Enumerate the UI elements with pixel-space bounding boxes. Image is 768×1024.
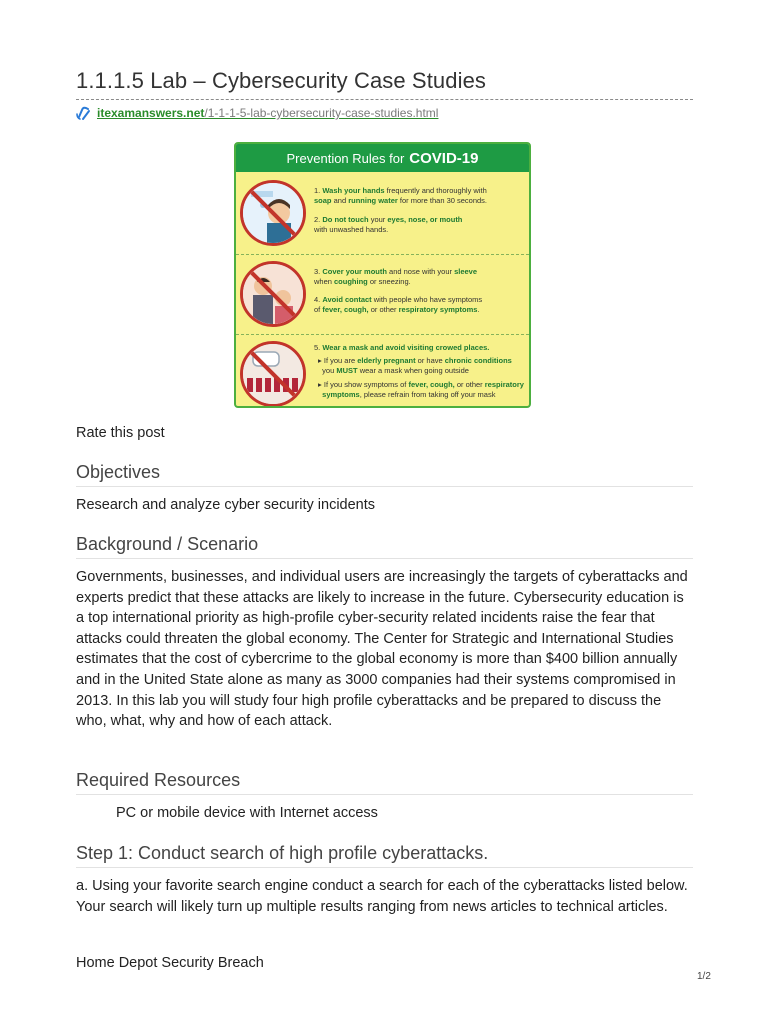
- source-path[interactable]: /1-1-1-5-lab-cybersecurity-case-studies.html: [204, 106, 439, 120]
- page-number: 1/2: [697, 971, 711, 982]
- rule-5: 5. Wear a mask and avoid visiting crowed places.: [314, 343, 490, 352]
- mask-crowd-illustration: [240, 341, 306, 407]
- objectives-text: Research and analyze cyber security incidents: [76, 497, 376, 513]
- background-text: Governments, businesses, and individual users are increasingly the targets of cyberattacks and experts predict that these attacks are likely to increase in the future. Cybersecurity education is a top international priority as high-profile cyber-security related incidents raise the fear that attacks could threaten the global economy. The Center for Strategic and International Studies estimates that the cost of cybercrime to the global economy is more than $400 billion annually and in the United State alone as many as 3000 companies had their systems compromised in 2013. In this lab you will study four high profile cyberattacks and be prepared to discuss the who, what, why and how of each attack.: [76, 569, 688, 730]
- rule-3: 3. Cover your mouth and nose with your sleeve when coughing or sneezing.: [314, 267, 478, 286]
- poster-header-brand: COVID-19: [409, 149, 479, 167]
- page-title: 1.1.1.5 Lab – Cybersecurity Case Studies: [76, 68, 487, 93]
- step1-text: a. Using your favorite search engine conduct a search for each of the cyberattacks listed below. Your search will likely turn up multiple results ranging from news articles to technical articles.: [76, 878, 688, 915]
- handwashing-illustration: [240, 180, 306, 246]
- resources-text: PC or mobile device with Internet access: [116, 805, 378, 821]
- poster-section-hands: [236, 174, 529, 254]
- source-url-link[interactable]: [97, 106, 438, 120]
- background-heading: Background / Scenario: [76, 534, 693, 559]
- rate-post-text[interactable]: Rate this post: [76, 425, 165, 441]
- rule-5-note-1: ▸ If you are elderly pregnant or have chronic conditions you MUST wear a mask when going outside: [318, 356, 512, 375]
- rule-2: 2. Do not touch your eyes, nose, or mouth with unwashed hands.: [314, 215, 463, 234]
- source-host[interactable]: itexamanswers.net: [97, 106, 205, 120]
- covid-prevention-poster: [234, 142, 531, 408]
- list-item-home-depot: Home Depot Security Breach: [76, 955, 264, 971]
- rule-1: 1. Wash your hands frequently and thoroughly with soap and running water for more than 30 seconds.: [314, 186, 488, 205]
- poster-section-mask: [236, 334, 529, 407]
- step1-heading: Step 1: Conduct search of high profile cyberattacks.: [76, 843, 693, 868]
- rule-5-note-2: ▸ If you show symptoms of fever, cough, or other respiratory symptoms, please refrain from taking off your mask: [318, 380, 524, 399]
- poster-header-prefix: Prevention Rules for: [286, 150, 405, 166]
- resources-heading: Required Resources: [76, 770, 693, 795]
- poster-section-cover: [236, 254, 529, 335]
- title-divider: [76, 99, 693, 100]
- link-icon: [76, 105, 92, 121]
- rule-4: 4. Avoid contact with people who have symptoms of fever, cough, or other respiratory symptoms.: [314, 295, 483, 314]
- objectives-heading: Objectives: [76, 462, 693, 487]
- poster-header: [236, 144, 529, 172]
- coughing-illustration: [240, 261, 306, 327]
- source-link-row: [76, 105, 438, 121]
